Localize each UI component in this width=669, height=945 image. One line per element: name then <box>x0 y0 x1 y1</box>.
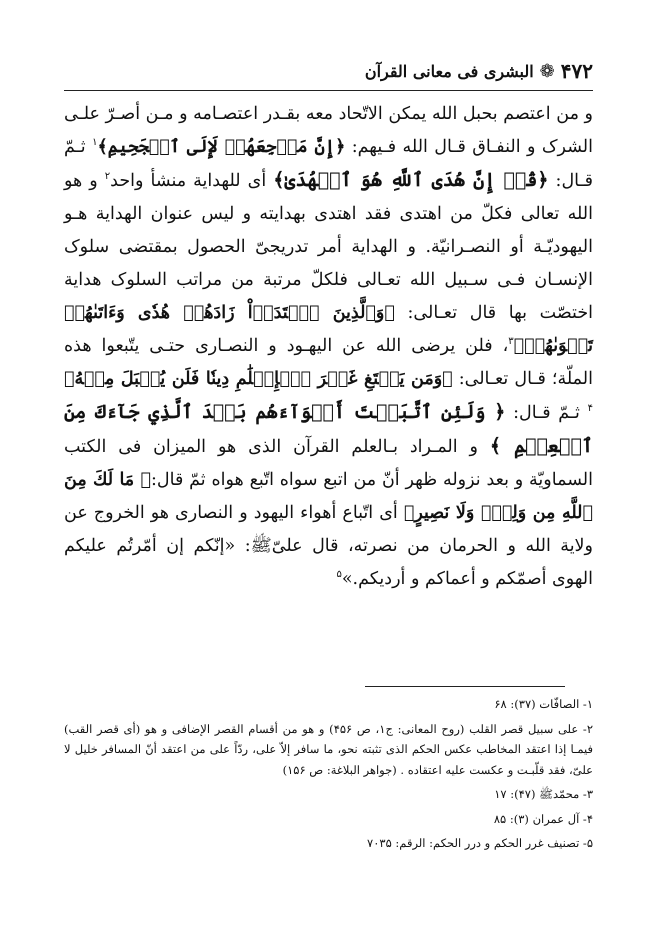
footnote-ref: ١ <box>92 137 98 149</box>
text-segment: و هو الله تعالی فکلّ من اهتدی فقد اهتدی بهدایته و لیس عنوان الهدایة هـو الیهودیّـة أو النصـرانیّة. و الهدایة أمر تدریجیّ الحصول بمقتضی سلوک الإنسـان فـی سـبیل الله تعـالی فلکلّ مرتبة من مراتب السلوک هدایة اختصّت بها قال تعـالی: <box>64 171 593 323</box>
footnote-item: ٣- محمّدﷺ (۴٧): ١٧ <box>494 787 593 801</box>
quran-verse: ﴿إِنَّ مَرۡجِعَهُمۡ لَإِلَى ٱلۡجَحِيمِ﴾ <box>97 137 346 157</box>
quran-verse: ﴿وَٱلَّذِينَ ٱهۡتَدَوۡاْ زَادَهُمۡ هُدٗى وَءَاتَىٰهُمۡ تَقۡوَىٰهُمۡ﴾ <box>64 303 593 356</box>
footnote-item: ۵- تصنیف غرر الحکم و درر الحکم: الرقم: ٧٠٣۵ <box>367 836 593 850</box>
quran-verse: ﴿ مَا لَكَ مِنَ ٱللَّهِ مِن وَلِيّٖ وَلَا نَصِيرٍ﴾ <box>64 470 593 523</box>
text-segment: ثـمّ قـال: <box>505 403 588 423</box>
main-paragraph <box>64 98 593 596</box>
quran-verse: ﴿ وَلَئِنِ ٱتَّبَعۡتَ أَهۡوَآءَهُم بَعۡدَ ٱلَّذِي جَآءَكَ مِنَ ٱلۡعِلۡمِ ﴾ <box>64 401 593 457</box>
footnote-item: ١- الصافّات (٣٧): ۶٨ <box>494 697 593 711</box>
running-title: البشری فی معانی القرآن <box>364 61 534 81</box>
text-segment: أی للهدایة منشأ واحد <box>110 171 274 191</box>
footnote-item: ۴- آل عمران (٣): ٨۵ <box>493 811 593 826</box>
footnote-item: ٢- علی سبیل قصر القلب (روح المعانی: ج١، ص ۴۵۶) و هو من أقسام القصر الإضافی و هو (أی قصر القب) فیمـا إذا اعتقد المخاطب عکس الحکم الذی تثبته نحو، ما سافر إلاّ علی، ردّاً علی من اعتقد أنّ المسافر خلیل لا علیّ، فقد قلّبـت و عکست علیه اعتقاده . (جواهر البلاغة: ص ١۵۶) <box>64 721 593 777</box>
footnote-ref: ۵ <box>336 569 342 581</box>
text-segment: : «إنّکم إن أمّرتُم علیکم الهوی أصمّکم و أعماکم و أردیکم.» <box>64 536 593 589</box>
page-number: ۴۷۲ <box>560 59 593 83</box>
text-segment: ، فلن یرضی الله عن الیهـود و النصـاری حتـی یتّبعوا هذه الملّة؛ قـال تعـالی: <box>64 336 593 389</box>
quran-verse: ﴿قُلۡ إِنَّ هُدَى ٱللَّهِ هُوَ ٱلۡهُدَىٰ﴾ <box>273 169 549 191</box>
footnote-ref: ٢ <box>104 171 111 183</box>
text-segment: ثـمّ قـال: <box>64 137 593 191</box>
footnote-divider <box>365 686 565 687</box>
salutation-glyph: ﷺ <box>250 536 272 556</box>
footnotes <box>64 694 593 858</box>
text-segment: و من اعتصم بحبل الله یمکن الاتّحاد معه بقـدر اعتصـامه و مـن أصـرّ علـی الشرک و النفـاق قـال الله فـیهم: <box>64 104 593 157</box>
text-segment: أی اتّباع أهواء الیهود و النصاری هو الخروج عن ولایة الله و الحرمان من نصرته، قال علیّ <box>64 503 593 556</box>
footnote-ref: ۴ <box>587 403 593 415</box>
page-header <box>64 52 593 91</box>
footnote-ref: ٣ <box>508 336 514 348</box>
flower-ornament-icon: ❁ <box>539 60 555 82</box>
quran-verse: ﴿وَمَن يَبۡتَغِ غَيۡرَ ٱلۡإِسۡلَٰمِ دِينٗا فَلَن يُقۡبَلَ مِنۡهُ﴾ <box>64 369 453 389</box>
text-segment: و المـراد بـالعلم القرآن الذی هو المیزان فی الکتب السماویّة و بعد نزوله ظهر أنّ من اتبع سواه اتّبع هواه ثمّ قال: <box>64 437 593 490</box>
